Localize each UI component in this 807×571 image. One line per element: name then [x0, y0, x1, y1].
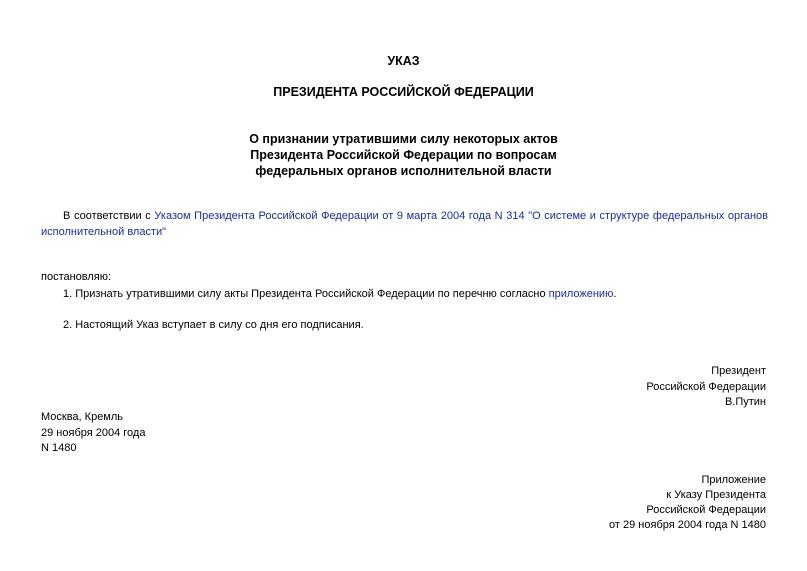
decree-number: N 1480 [41, 442, 77, 454]
appendix-heading: Приложение [701, 474, 766, 486]
appendix-ref-line-3: от 29 ноября 2004 года N 1480 [609, 519, 766, 531]
title-line-3: федеральных органов исполнительной власти [255, 164, 552, 178]
title-line-1: О признании утратившими силу некоторых актов [249, 132, 558, 146]
appendix-link[interactable]: приложению [548, 288, 614, 300]
preamble-paragraph [41, 208, 768, 240]
issuer-heading: ПРЕЗИДЕНТА РОССИЙСКОЙ ФЕДЕРАЦИИ [273, 85, 534, 99]
resolve-text: постановляю: [41, 271, 112, 283]
doc-type-heading: УКАЗ [387, 54, 420, 68]
signature-title: Президент [711, 365, 766, 377]
appendix-ref-line-1: к Указу Президента [666, 489, 766, 501]
decree-314-link[interactable]: Указом Президента Российской Федерации от 9 марта 2004 года N 314 "О системе и структуре федеральных органов исполнительной власти" [41, 210, 768, 238]
item-1 [63, 288, 616, 300]
item-1-suffix: . [613, 288, 617, 300]
signature-name: В.Путин [724, 396, 766, 408]
date: 29 ноября 2004 года [41, 427, 146, 439]
item-1-text: 1. Признать утратившими силу акты Президента Российской Федерации по перечню согласно [63, 288, 549, 300]
place: Москва, Кремль [41, 411, 124, 423]
signature-country: Российской Федерации [646, 381, 766, 393]
preamble-prefix: В соответствии с [63, 210, 155, 222]
item-2: 2. Настоящий Указ вступает в силу со дня его подписания. [63, 319, 364, 331]
title-line-2: Президента Российской Федерации по вопросам [250, 148, 557, 162]
appendix-ref-line-2: Российской Федерации [646, 504, 766, 516]
